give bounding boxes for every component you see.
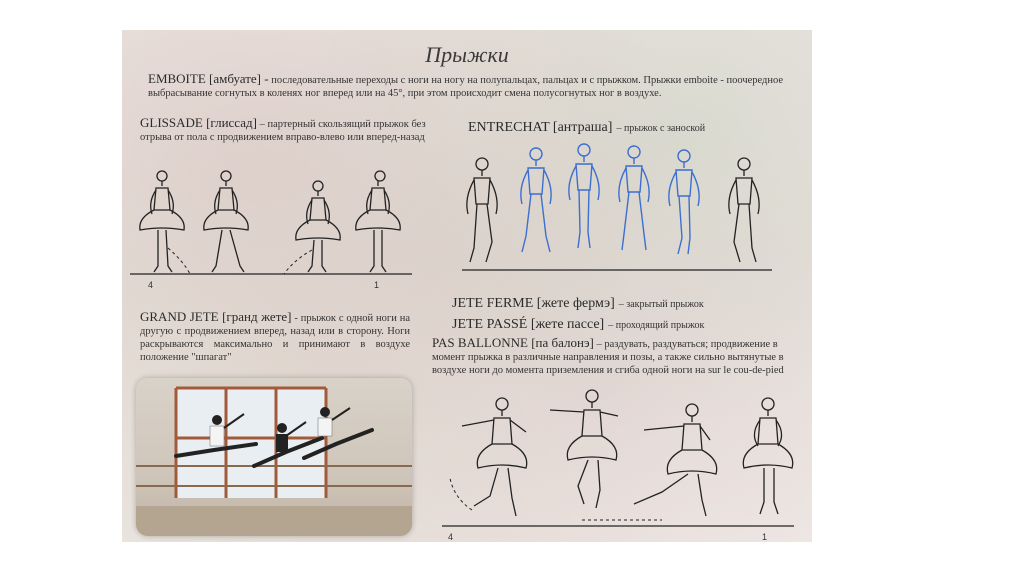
ballonne-mark-end: 1 (762, 532, 768, 542)
entrechat-dancer-3 (569, 144, 599, 248)
pas-ballonne-description: – раздувать, раздуваться; продвижение в момент прыжка в различные направления и позы, а также сильно вытянутые в воздухе ноги до момента приземления и сгиба одной ноги на sur le cou-de-pied (432, 339, 784, 376)
emboite-paragraph (148, 72, 788, 100)
glissade-mark-start: 4 (148, 280, 154, 290)
grand-jete-description: - прыжок с одной ноги на другую с продвижением вперед, назад или в сторону. Ноги раскрываются максимально и принимают в воздухе положение "шпагат" (140, 313, 410, 363)
entrechat-dancer-5 (669, 150, 699, 254)
entrechat-dancer-4 (619, 146, 649, 250)
glissade-paragraph (140, 116, 456, 144)
jete-passe-term: JETE PASSÉ [жете пассе] (452, 317, 605, 332)
jete-ferme-description: – закрытый прыжок (618, 299, 704, 310)
glissade-dancer-2 (204, 171, 248, 272)
grand-jete-term: GRAND JETE [гранд жете] (140, 309, 292, 324)
slide (122, 30, 812, 542)
glissade-illustration (122, 158, 422, 298)
jete-ferme-line (452, 294, 802, 312)
ballonne-dancer-4 (743, 398, 792, 514)
slide-title: Прыжки (425, 42, 509, 67)
grand-jete-photo (136, 378, 412, 536)
glissade-dancer-3 (284, 181, 340, 274)
pas-ballonne-term: PAS BALLONNE [па балонэ] (432, 335, 594, 350)
ballonne-dancer-3 (634, 404, 717, 516)
emboite-description: последовательные переходы с ноги на ногу на полупальцах, пальцах и с прыжком. Прыжки emboite - поочередное выбрасывание согнутых в коленях ног вперед или на 45°, при этом происходит смена полусогнутых ног в воздухе. (148, 75, 784, 99)
jete-passe-description: – проходящий прыжок (608, 320, 705, 331)
entrechat-description: – прыжок с заноской (616, 123, 706, 134)
ballonne-mark-start: 4 (448, 532, 454, 542)
jete-ferme-term: JETE FERME [жете фермэ] (452, 296, 615, 311)
entrechat-dancer-6 (729, 158, 759, 262)
glissade-description: – партерный скользящий прыжок без отрыва от пола с продвижением вправо-влево или вперед-назад (140, 119, 426, 143)
entrechat-illustration (452, 148, 792, 288)
glissade-dancer-1 (140, 171, 190, 274)
entrechat-dancer-1 (467, 158, 497, 262)
jete-passe-line (452, 315, 802, 333)
glissade-dancer-4 (356, 171, 400, 272)
pas-ballonne-paragraph (432, 336, 798, 377)
glissade-mark-end: 1 (374, 280, 380, 290)
pas-ballonne-illustration (422, 390, 802, 540)
entrechat-heading (468, 118, 798, 136)
ballonne-dancer-1 (450, 398, 527, 516)
grand-jete-paragraph (140, 310, 410, 364)
entrechat-dancer-2 (521, 148, 551, 252)
emboite-term: EMBOITE [амбуате] - (148, 71, 269, 86)
glissade-term: GLISSADE [глиссад] (140, 115, 257, 130)
entrechat-term: ENTRECHAT [антраша] (468, 120, 613, 135)
ballonne-dancer-2 (550, 390, 618, 508)
